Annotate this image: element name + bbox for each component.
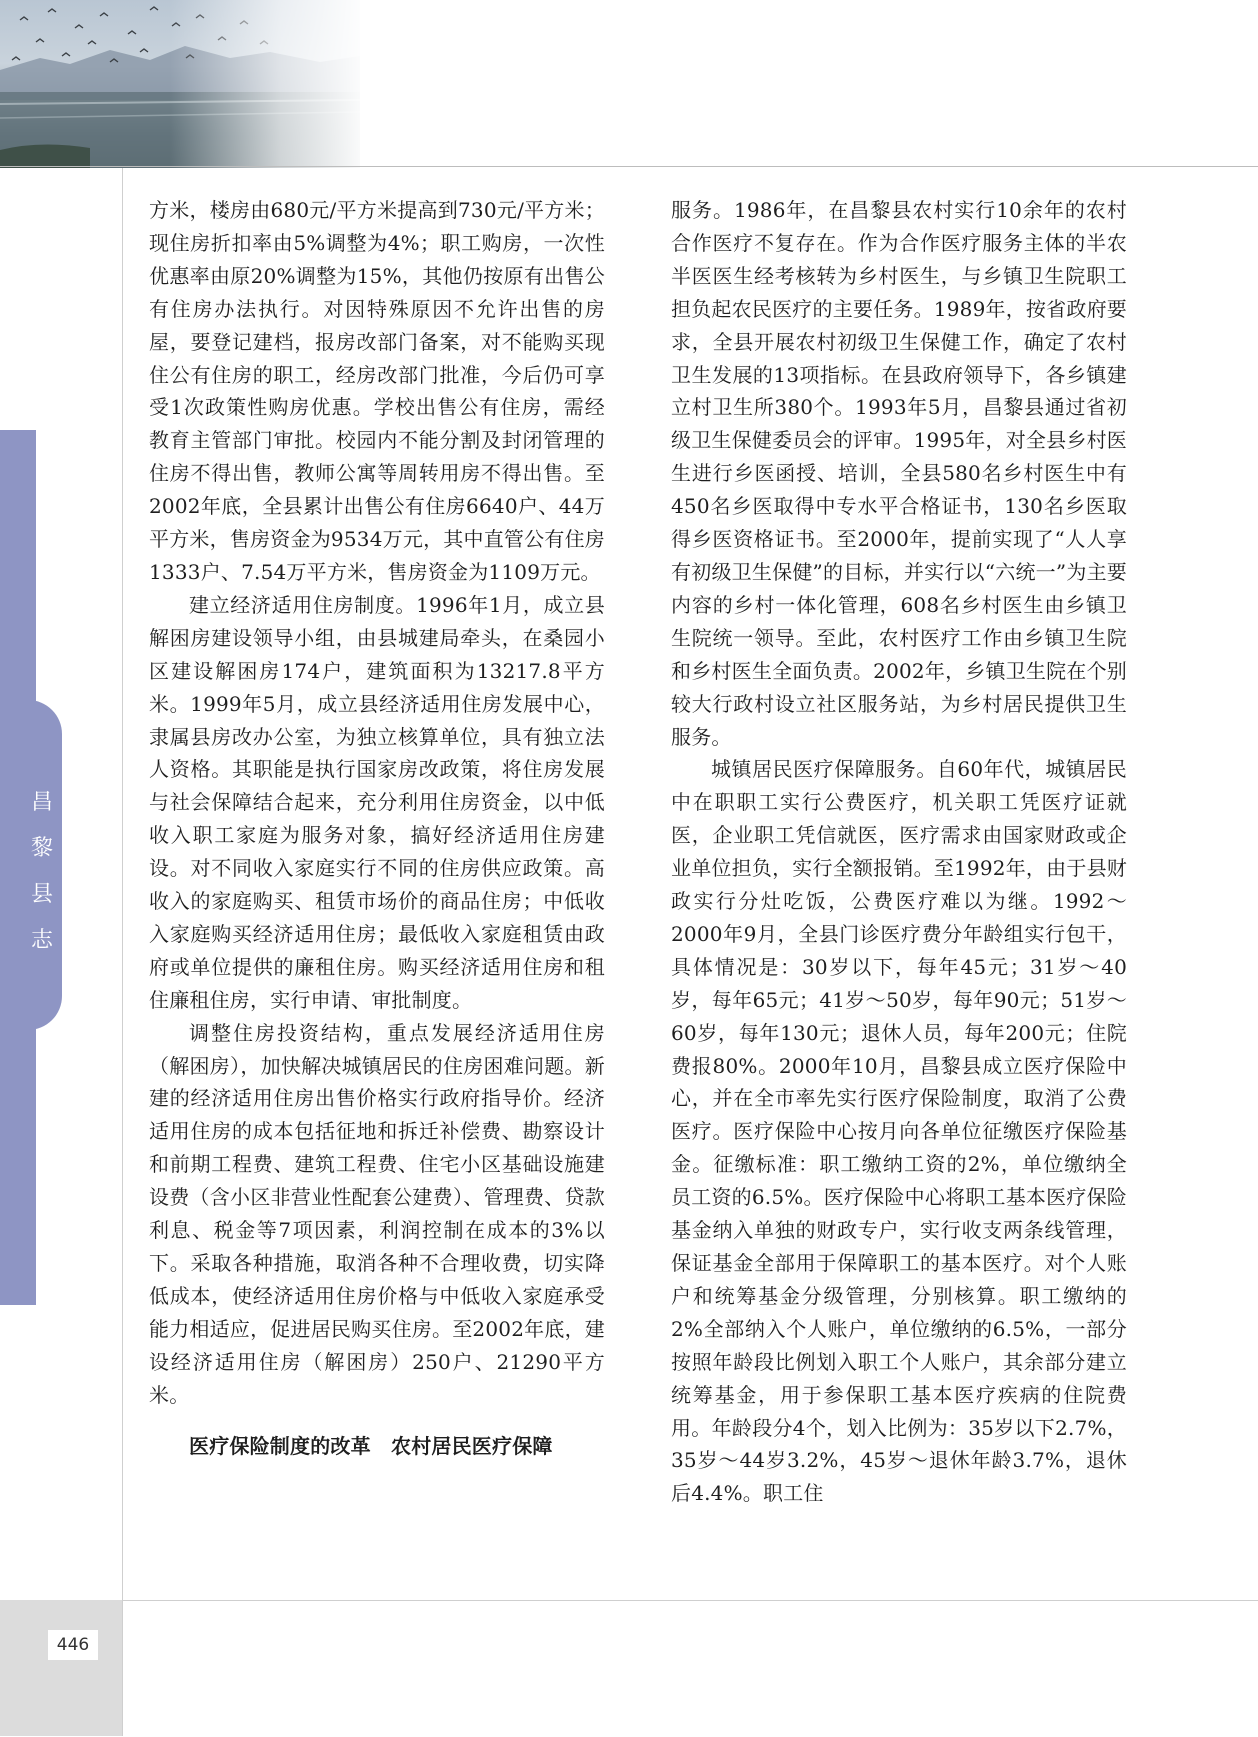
section-heading: 医疗保险制度的改革 农村居民医疗保障: [189, 1433, 553, 1458]
left-text-column: [149, 194, 605, 1462]
paragraph: 建立经济适用住房制度。1996年1月，成立县解困房建设领导小组，由县城建局牵头，在桑园小区建设解困房174户，建筑面积为13217.8平方米。1999年5月，成立县经济适用住房发展中心，隶属县房改办公室，为独立核算单位，具有独立法人资格。其职能是执行国家房改政策，将住房发展与社会保障结合起来，充分利用住房资金，以中低收入职工家庭为服务对象，搞好经济适用住房建设。对不同收入家庭实行不同的住房供应政策。高收入的家庭购买、租赁市场价的商品住房；中低收入家庭购买经济适用住房；最低收入家庭租赁由政府或单位提供的廉租住房。购买经济适用住房和租住廉租住房，实行申请、审批制度。: [149, 592, 605, 1012]
paragraph: 调整住房投资结构，重点发展经济适用住房（解困房），加快解决城镇居民的住房困难问题。新建的经济适用住房出售价格实行政府指导价。经济适用住房的成本包括征地和拆迁补偿费、勘察设计和前期工程费、建筑工程费、住宅小区基础设施建设费（含小区非营业性配套公建费）、管理费、贷款利息、税金等7项因素，利润控制在成本的3%以下。采取各种措施，取消各种不合理收费，切实降低成本，使经济适用住房价格与中低收入家庭承受能力相适应，促进居民购买住房。至2002年底，建设经济适用住房（解困房）250户、21290平方米。: [149, 1020, 605, 1407]
paragraph: 城镇居民医疗保障服务。自60年代，城镇居民中在职职工实行公费医疗，机关职工凭医疗证就医，企业职工凭信就医，医疗需求由国家财政或企业单位担负，实行全额报销。至1992年，由于县财政实行分灶吃饭，公费医疗难以为继。1992～2000年9月，全县门诊医疗费分年龄组实行包干，具体情况是：30岁以下，每年45元；31岁～40岁，每年65元；41岁～50岁，每年90元；51岁～60岁，每年130元；退休人员，每年200元；住院费报80%。2000年10月，昌黎县成立医疗保险中心，并在全市率先实行医疗保险制度，取消了公费医疗。医疗保险中心按月向各单位征缴医疗保险基金。征缴标准：职工缴纳工资的2%，单位缴纳全员工资的6.5%。医疗保险中心将职工基本医疗保险基金纳入单独的财政专户，实行收支两条线管理，保证基金全部用于保障职工的基本医疗。对个人账户和统筹基金分级管理，分别核算。职工缴纳的2%全部纳入个人账户，单位缴纳的6.5%，一部分按照年龄段比例划入职工个人账户，其余部分建立统筹基金，用于参保职工基本医疗疾病的住院费用。年龄段分4个，划入比例为：35岁以下2.7%，35岁～44岁3.2%，45岁～退休年龄3.7%，退休后4.4%。职工住: [671, 757, 1127, 1506]
side-title-char: 县: [30, 882, 53, 907]
paragraph: 方米，楼房由680元/平方米提高到730元/平方米；现住房折扣率由5%调整为4%；职工购房，一次性优惠率由原20%调整为15%，其他仍按原有出售公有住房办法执行。对因特殊原因不允许出售的房屋，要登记建档，报房改部门备案，对不能购买现住公有住房的职工，经房改部门批准，今后仍可享受1次政策性购房优惠。学校出售公有住房，需经教育主管部门审批。校园内不能分割及封闭管理的住房不得出售，教师公寓等周转用房不得出售。至2002年底，全县累计出售公有住房6640户、44万平方米，售房资金为9534万元，其中直管公有住房1333户、7.54万平方米，售房资金为1109万元。: [149, 198, 605, 584]
header-photo: [0, 0, 360, 168]
page-number: 446: [48, 1630, 98, 1660]
footer-band: [0, 1600, 1258, 1737]
right-text-column: [671, 194, 1127, 1510]
side-title-char: 昌: [30, 790, 53, 815]
header-rule: [0, 166, 1258, 167]
photo-fade: [170, 0, 360, 168]
side-title-char: 志: [30, 928, 53, 953]
side-tab-title: [30, 780, 54, 964]
header-band: [0, 0, 1258, 168]
paragraph: 服务。1986年，在昌黎县农村实行10余年的农村合作医疗不复存在。作为合作医疗服务主体的半农半医医生经考核转为乡村医生，与乡镇卫生院职工担负起农民医疗的主要任务。1989年，按省政府要求，全县开展农村初级卫生保健工作，确定了农村卫生发展的13项指标。在县政府领导下，各乡镇建立村卫生所380个。1993年5月，昌黎县通过省初级卫生保健委员会的评审。1995年，对全县乡村医生进行乡医函授、培训，全县580名乡村医生中有450名乡医取得中专水平合格证书，130名乡医取得乡医资格证书。至2000年，提前实现了“人人享有初级卫生保健”的目标，并实行以“六统一”为主要内容的乡村一体化管理，608名乡村医生由乡镇卫生院统一领导。至此，农村医疗工作由乡镇卫生院和乡村医生全面负责。2002年，乡镇卫生院在个别较大行政村设立社区服务站，为乡村居民提供卫生服务。: [671, 198, 1127, 749]
footer-margin: [0, 1600, 123, 1736]
side-title-char: 黎: [30, 836, 53, 861]
